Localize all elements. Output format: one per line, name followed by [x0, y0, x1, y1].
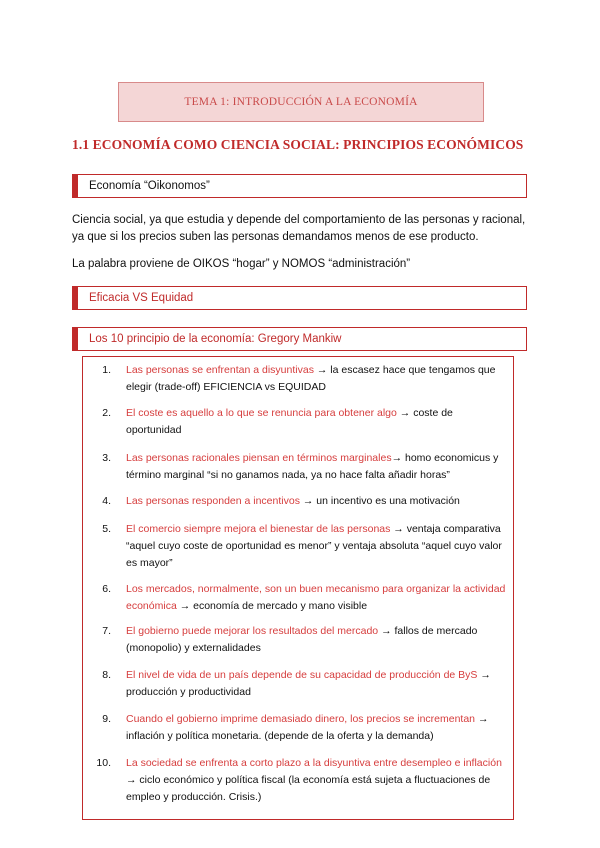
- title-box: [118, 82, 484, 122]
- page-title: TEMA 1: INTRODUCCIÓN A LA ECONOMÍA: [184, 96, 418, 108]
- principle-statement: Las personas responden a incentivos: [126, 495, 300, 507]
- principle-explanation: → fallos de mercado (monopolio) y externalidades: [126, 625, 478, 654]
- principle-number: 10.: [96, 757, 111, 769]
- principle-number: 3.: [102, 452, 111, 464]
- principle-statement: Los mercados, normalmente, son un buen mecanismo para organizar la actividad económica: [126, 583, 506, 612]
- principle-explanation: → ventaja comparativa “aquel cuyo coste de oportunidad es menor” y ventaja absoluta “aquel cuyo valor es mayor”: [126, 523, 502, 569]
- principle-number: 5.: [102, 523, 111, 535]
- principle-explanation: → la escasez hace que tengamos que elegir (trade-off) EFICIENCIA vs EQUIDAD: [126, 364, 496, 393]
- box-economia: [72, 174, 527, 198]
- principle-number: 6.: [102, 583, 111, 595]
- principle-statement: Cuando el gobierno imprime demasiado dinero, los precios se incrementan: [126, 713, 476, 725]
- principle-statement: La sociedad se enfrenta a corto plazo a la disyuntiva entre desempleo e inflación: [126, 757, 502, 769]
- paragraph-palabra: La palabra proviene de OIKOS “hogar” y NOMOS “administración”: [72, 258, 411, 270]
- principle-statement: El comercio siempre mejora el bienestar de las personas: [126, 523, 391, 535]
- principle-number: 7.: [102, 625, 111, 637]
- paragraph-ciencia-social: Ciencia social, ya que estudia y depende del comportamiento de las personas y racional, ya que si los precios suben las personas demandamos menos de ese producto.: [72, 214, 526, 243]
- principle-number: 8.: [102, 669, 111, 681]
- box-principios: [72, 327, 527, 351]
- box-eficacia: [72, 286, 527, 310]
- principle-statement: Las personas racionales piensan en términos marginales: [126, 452, 392, 464]
- section-heading: 1.1 ECONOMÍA COMO CIENCIA SOCIAL: PRINCIPIOS ECONÓMICOS: [72, 137, 524, 152]
- principle-explanation: → inflación y política monetaria. (depende de la oferta y la demanda): [126, 713, 489, 742]
- principle-number: 4.: [102, 495, 111, 507]
- principle-explanation: → producción y productividad: [126, 669, 491, 698]
- box-eficacia-label: Eficacia VS Equidad: [89, 292, 194, 304]
- principles-list: [82, 356, 514, 820]
- principle-number: 9.: [102, 713, 111, 725]
- principle-statement: Las personas se enfrentan a disyuntivas: [126, 364, 314, 376]
- principle-number: 1.: [102, 364, 111, 376]
- box-economia-label: Economía “Oikonomos”: [89, 180, 210, 192]
- principle-explanation: → economía de mercado y mano visible: [176, 600, 368, 612]
- principle-statement: El nivel de vida de un país depende de su capacidad de producción de ByS: [126, 669, 478, 681]
- principle-statement: El coste es aquello a lo que se renuncia para obtener algo: [126, 407, 397, 419]
- principle-statement: El gobierno puede mejorar los resultados del mercado: [126, 625, 379, 637]
- principle-explanation: → ciclo económico y política fiscal (la economía está sujeta a fluctuaciones de empleo y producción. Crisis.): [126, 774, 491, 803]
- box-principios-label: Los 10 principio de la economía: Gregory Mankiw: [89, 333, 342, 345]
- principle-number: 2.: [102, 407, 111, 419]
- principle-explanation: → homo economicus y término marginal “si no ganamos nada, ya no hace falta añadir horas”: [126, 452, 499, 481]
- principle-explanation: → coste de oportunidad: [126, 407, 453, 436]
- principle-explanation: → un incentivo es una motivación: [299, 495, 460, 507]
